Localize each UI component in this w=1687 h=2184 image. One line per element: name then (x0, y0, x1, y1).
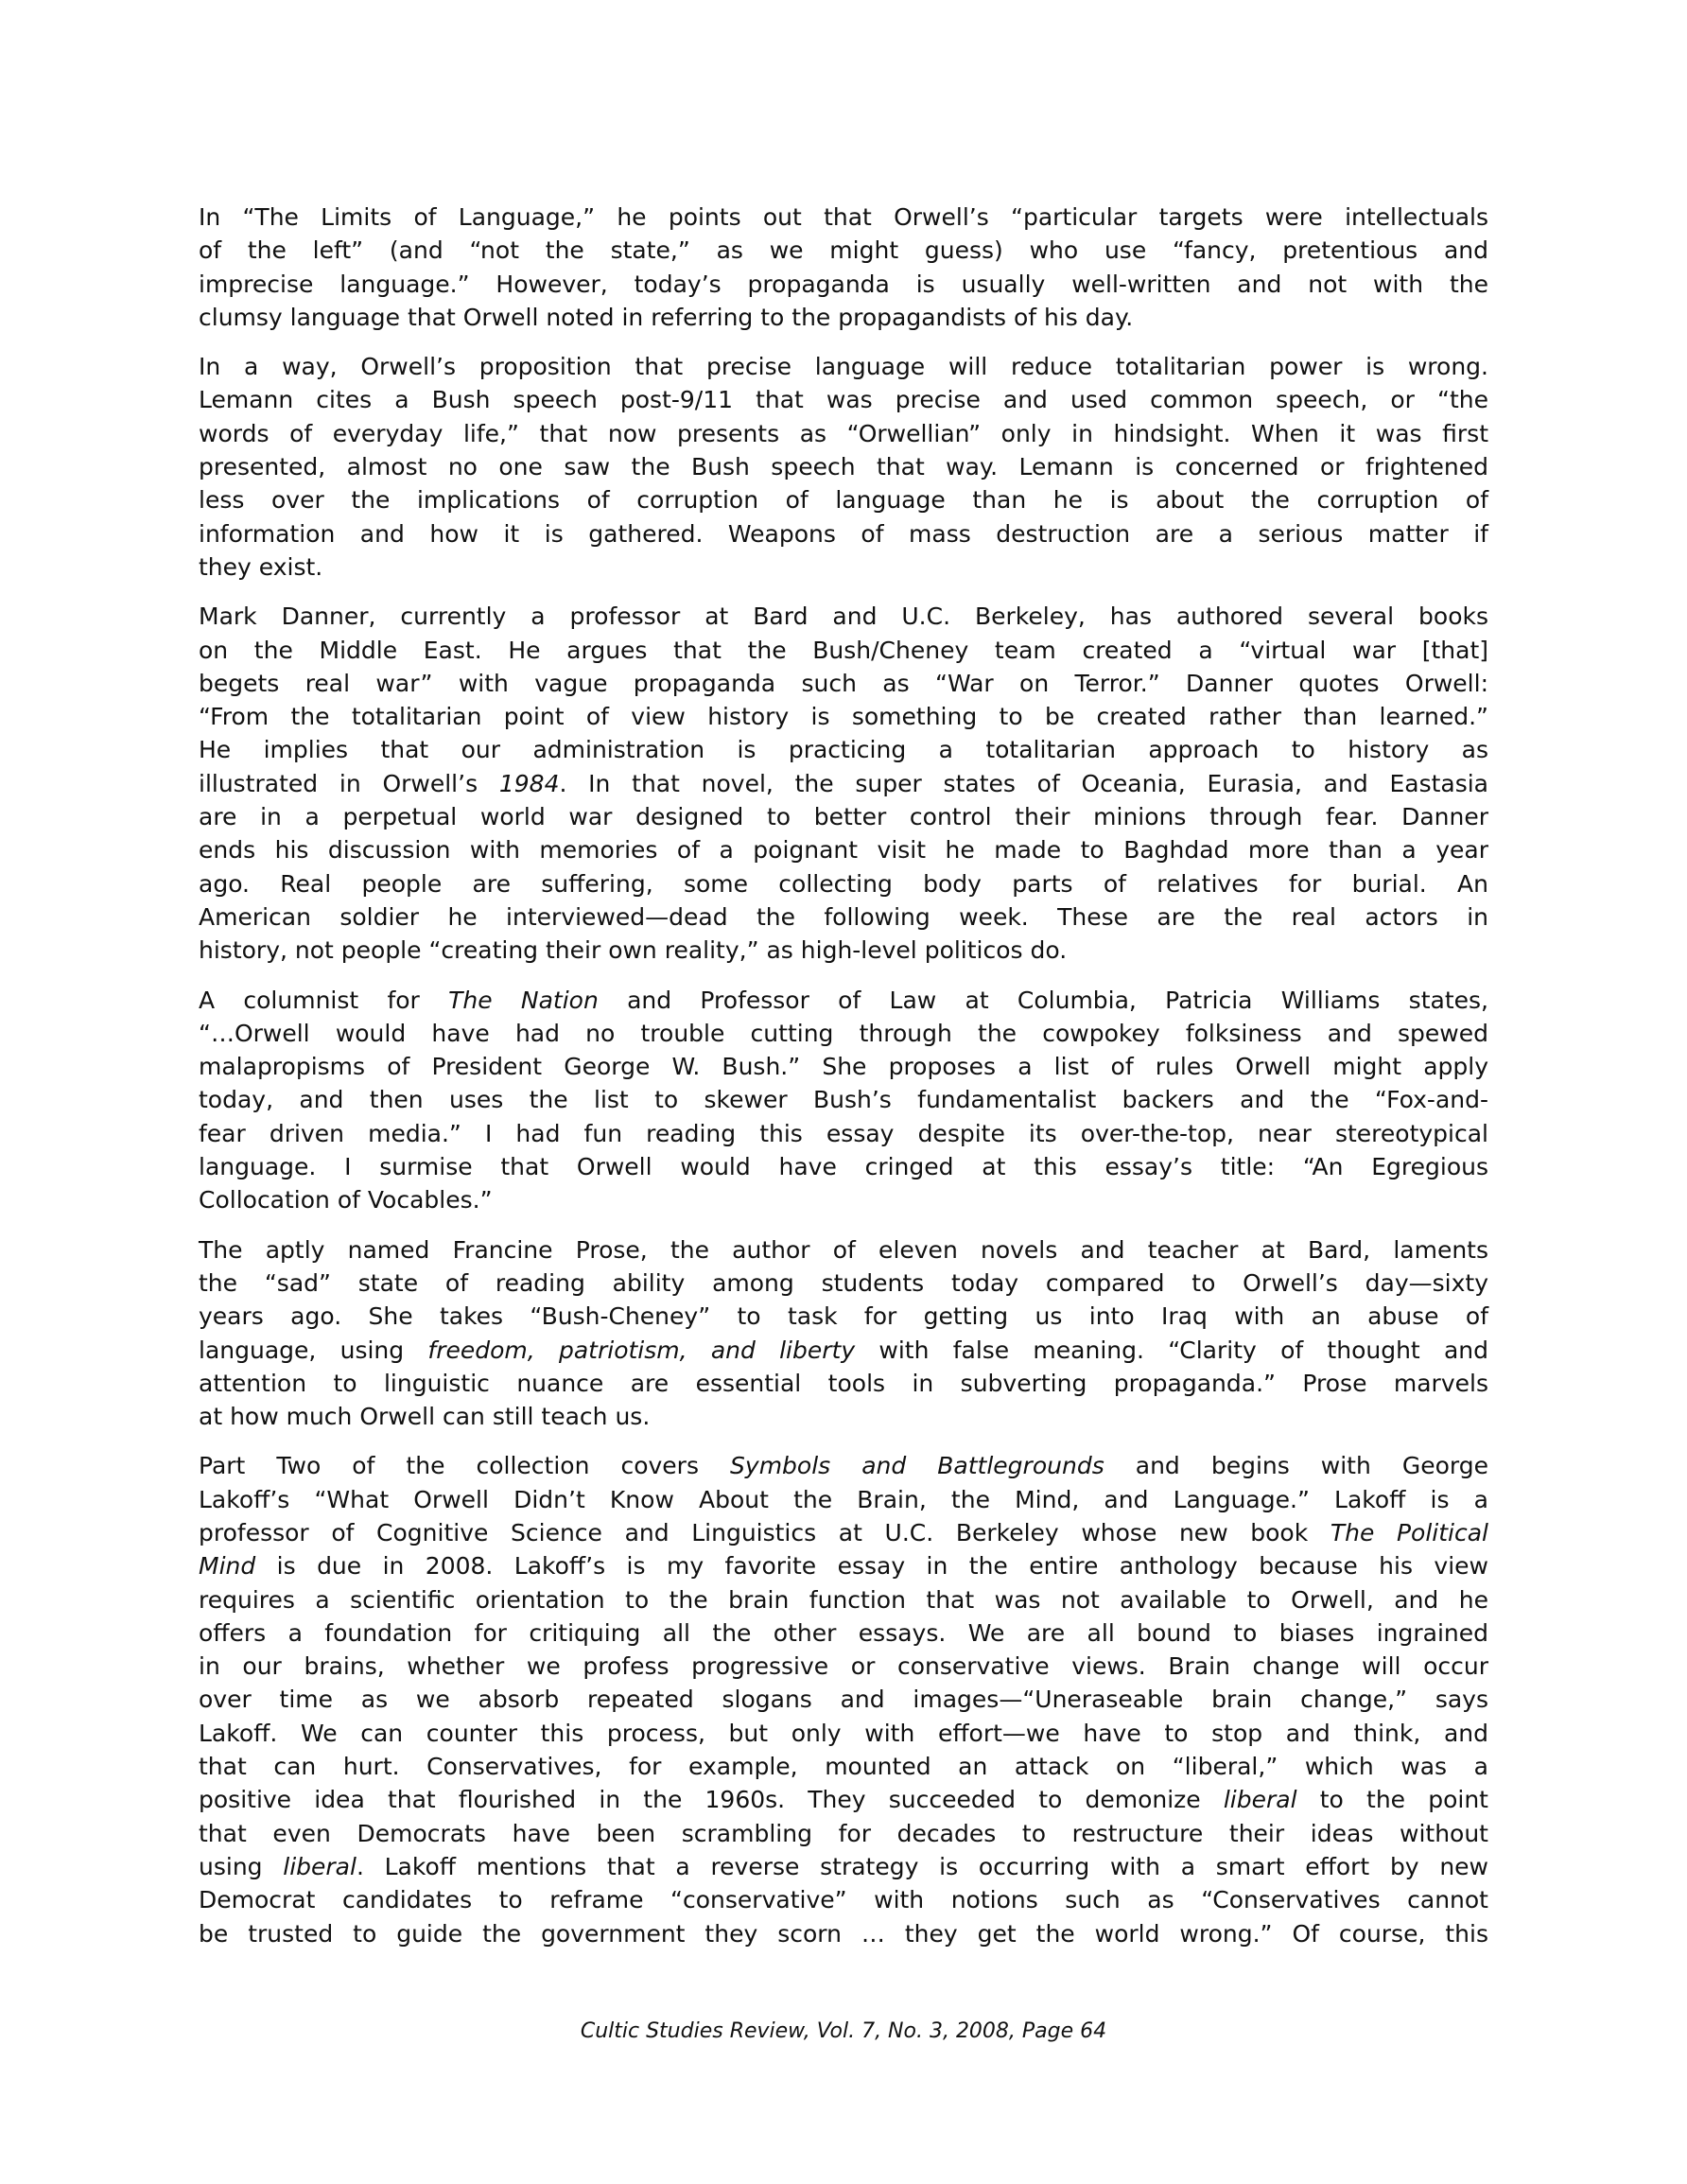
paragraph (199, 600, 1488, 967)
text-run: attention to linguistic nuance are essential tools in subverting propaganda.” Prose marvels (199, 1369, 1488, 1397)
text-line (199, 268, 1488, 301)
text-line (199, 1616, 1488, 1650)
text-line (199, 517, 1488, 550)
text-line (199, 1300, 1488, 1333)
text-run: American soldier he interviewed—dead the following week. These are the real actors in (199, 902, 1488, 931)
italic-text: liberal (283, 1852, 357, 1880)
text-line (199, 1783, 1488, 1816)
text-run: today, and then uses the list to skewer Bush’s fundamentalist backers and the “Fox-and- (199, 1086, 1488, 1114)
italic-text: Symbols and Battlegrounds (730, 1452, 1104, 1480)
text-run: Lakoff. We can counter this process, but only with effort—we have to stop and think, and (199, 1719, 1488, 1747)
text-run: ends his discussion with memories of a poignant visit he made to Baghdad more than a year (199, 836, 1488, 865)
paragraph (199, 1233, 1488, 1434)
text-line (199, 1183, 1488, 1216)
text-line (199, 1233, 1488, 1267)
text-run: using (199, 1852, 284, 1880)
text-line (199, 1817, 1488, 1850)
text-line (199, 1750, 1488, 1783)
text-run: they exist. (199, 552, 323, 581)
text-run: . Lakoff mentions that a reverse strategy is occurring with a smart effort by new (356, 1852, 1488, 1880)
text-line (199, 1516, 1488, 1549)
text-run: less over the implications of corruption of language than he is about the corruption of (199, 486, 1488, 515)
text-line (199, 1050, 1488, 1083)
text-run: and Professor of Law at Columbia, Patricia Williams states, (598, 986, 1488, 1014)
text-line (199, 700, 1488, 733)
text-line (199, 1449, 1488, 1482)
text-run: in our brains, whether we profess progressive or conservative views. Brain change will occur (199, 1652, 1488, 1681)
text-line (199, 1334, 1488, 1367)
text-line (199, 634, 1488, 667)
text-run: fear driven media.” I had fun reading this essay despite its over-the-top, near stereotypical (199, 1119, 1488, 1147)
text-line (199, 800, 1488, 833)
text-run: imprecise language.” However, today’s propaganda is usually well-written and not with the (199, 270, 1488, 298)
text-line (199, 1650, 1488, 1683)
text-run: professor of Cognitive Science and Linguistics at U.C. Berkeley whose new book (199, 1518, 1330, 1546)
text-run: In a way, Orwell’s proposition that precise language will reduce totalitarian power is wrong. (199, 353, 1488, 381)
text-line (199, 1583, 1488, 1616)
body-text (199, 201, 1488, 1966)
text-run: clumsy language that Orwell noted in referring to the propagandists of his day. (199, 303, 1134, 331)
text-line (199, 1367, 1488, 1400)
text-line (199, 483, 1488, 516)
text-run: language. I surmise that Orwell would have cringed at this essay’s title: “An Egregious (199, 1153, 1488, 1181)
text-run: that can hurt. Conservatives, for example, mounted an attack on “liberal,” which was a (199, 1753, 1488, 1781)
text-run: “…Orwell would have had no trouble cutting through the cowpokey folksiness and spewed (199, 1019, 1488, 1047)
text-run: A columnist for (199, 986, 449, 1014)
text-line (199, 733, 1488, 766)
text-line (199, 1483, 1488, 1516)
text-line (199, 1717, 1488, 1750)
text-line (199, 833, 1488, 866)
text-line (199, 984, 1488, 1017)
text-run: “From the totalitarian point of view history is something to be created rather than learned.” (199, 703, 1488, 731)
text-run: Lemann cites a Bush speech post-9/11 that was precise and used common speech, or “the (199, 386, 1488, 414)
paragraph (199, 350, 1488, 584)
text-line (199, 1400, 1488, 1433)
text-line (199, 1917, 1488, 1950)
text-line (199, 234, 1488, 267)
text-run: The aptly named Francine Prose, the author of eleven novels and teacher at Bard, laments (199, 1235, 1488, 1264)
text-run: Lakoff’s “What Orwell Didn’t Know About the Brain, the Mind, and Language.” Lakoff is a (199, 1485, 1488, 1513)
text-line (199, 1083, 1488, 1116)
text-run: at how much Orwell can still teach us. (199, 1403, 651, 1431)
text-run: on the Middle East. He argues that the Bush/Cheney team created a “virtual war [that] (199, 636, 1488, 664)
text-run: the “sad” state of reading ability among students today compared to Orwell’s day—sixty (199, 1268, 1488, 1297)
text-run: history, not people “creating their own reality,” as high-level politicos do. (199, 936, 1068, 965)
text-run: . In that novel, the super states of Oceania, Eurasia, and Eastasia (559, 769, 1489, 797)
text-run: Collocation of Vocables.” (199, 1186, 493, 1214)
text-line (199, 301, 1488, 334)
text-run: be trusted to guide the government they scorn … they get the world wrong.” Of course, this (199, 1919, 1488, 1948)
paragraph (199, 1449, 1488, 1949)
text-run: malapropisms of President George W. Bush.” She proposes a list of rules Orwell might apply (199, 1053, 1488, 1081)
text-run: positive idea that flourished in the 1960s. They succeeded to demonize (199, 1786, 1224, 1814)
text-run: with false meaning. “Clarity of thought and (855, 1336, 1489, 1364)
text-line (199, 1683, 1488, 1716)
text-run: and begins with George (1104, 1452, 1489, 1480)
text-line (199, 1267, 1488, 1300)
italic-text: The Political (1330, 1518, 1488, 1546)
italic-text: freedom, patriotism, and liberty (427, 1336, 856, 1364)
text-line (199, 450, 1488, 483)
text-run: Democrat candidates to reframe “conservative” with notions such as “Conservatives cannot (199, 1886, 1488, 1914)
text-run: to the point (1296, 1786, 1488, 1814)
text-run: over time as we absorb repeated slogans and images—“Uneraseable brain change,” says (199, 1686, 1488, 1714)
text-run: that even Democrats have been scrambling for decades to restructure their ideas without (199, 1819, 1488, 1847)
text-run: ago. Real people are suffering, some collecting body parts of relatives for burial. An (199, 869, 1488, 898)
text-line (199, 383, 1488, 416)
text-line (199, 1117, 1488, 1150)
page-footer: Cultic Studies Review, Vol. 7, No. 3, 2008, Page 64 (580, 2019, 1107, 2043)
text-run: He implies that our administration is practicing a totalitarian approach to history as (199, 736, 1488, 764)
text-line (199, 1017, 1488, 1050)
text-run: is due in 2008. Lakoff’s is my favorite essay in the entire anthology because his view (255, 1552, 1488, 1581)
italic-text: Mind (199, 1552, 256, 1581)
text-line (199, 550, 1488, 584)
text-line (199, 1150, 1488, 1183)
text-line (199, 350, 1488, 383)
paragraph (199, 201, 1488, 334)
text-line (199, 900, 1488, 934)
italic-text: 1984 (498, 769, 560, 797)
text-line (199, 1850, 1488, 1883)
text-line (199, 600, 1488, 633)
text-run: of the left” (and “not the state,” as we might guess) who use “fancy, pretentious and (199, 236, 1488, 265)
text-run: offers a foundation for critiquing all the other essays. We are all bound to biases ingrained (199, 1618, 1488, 1647)
text-run: language, using (199, 1336, 428, 1364)
text-run: begets real war” with vague propaganda such as “War on Terror.” Danner quotes Orwell: (199, 669, 1488, 697)
text-run: In “The Limits of Language,” he points out that Orwell’s “particular targets were intellectuals (199, 203, 1488, 231)
text-run: illustrated in Orwell’s (199, 769, 499, 797)
text-run: are in a perpetual world war designed to better control their minions through fear. Danner (199, 803, 1488, 831)
text-run: years ago. She takes “Bush-Cheney” to task for getting us into Iraq with an abuse of (199, 1302, 1488, 1331)
text-run: information and how it is gathered. Weapons of mass destruction are a serious matter if (199, 519, 1488, 548)
text-line (199, 201, 1488, 234)
text-line (199, 934, 1488, 967)
text-run: Mark Danner, currently a professor at Bard and U.C. Berkeley, has authored several books (199, 603, 1488, 631)
text-line (199, 417, 1488, 450)
text-run: words of everyday life,” that now presents as “Orwellian” only in hindsight. When it was first (199, 419, 1488, 447)
text-line (199, 667, 1488, 700)
text-line (199, 1549, 1488, 1582)
text-run: Part Two of the collection covers (199, 1452, 731, 1480)
text-line (199, 867, 1488, 900)
paragraph (199, 984, 1488, 1217)
text-line (199, 1883, 1488, 1916)
text-run: presented, almost no one saw the Bush speech that way. Lemann is concerned or frightened (199, 453, 1488, 481)
text-run: requires a scientific orientation to the brain function that was not available to Orwell, and he (199, 1585, 1488, 1614)
italic-text: The Nation (448, 986, 599, 1014)
text-line (199, 767, 1488, 800)
italic-text: liberal (1223, 1786, 1297, 1814)
